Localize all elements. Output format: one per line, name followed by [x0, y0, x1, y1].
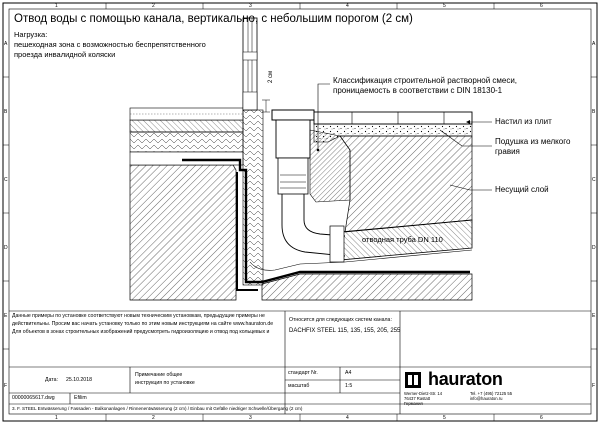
frame-col-2: 2 [152, 3, 155, 9]
callout-gravel-line2: гравия [495, 147, 520, 156]
frame-col-1-bottom: 1 [55, 415, 58, 421]
frame-row-b-right: B [592, 109, 596, 115]
frame-col-2-bottom: 2 [152, 415, 155, 421]
callout-gravel-line1: Подушка из мелкого [495, 137, 571, 146]
sheet-border [3, 3, 597, 421]
frame-col-5: 5 [443, 3, 446, 9]
format-label: стандарт Nr. [288, 370, 318, 376]
frame-col-4: 4 [346, 3, 349, 9]
company-address-line3: Германия [404, 401, 423, 406]
relates-systems: DACHFIX STEEL 115, 135, 155, 205, 255 [289, 328, 401, 334]
callout-slab-deck: Настил из плит [495, 117, 552, 126]
frame-row-f: F [4, 383, 8, 389]
structural-slab [262, 274, 472, 300]
scale-value: 1:5 [345, 383, 353, 389]
frame-col-1: 1 [55, 3, 58, 9]
frame-col-5-bottom: 5 [443, 415, 446, 421]
frame-row-c-right: C [592, 177, 596, 183]
frame-row-e-right: E [592, 313, 596, 319]
drawn-by: Efilim [74, 395, 87, 401]
frame-row-d-right: D [592, 245, 596, 251]
date-label: Дата: [45, 377, 58, 383]
disclaimer-line2: действительны. Просим вас начать установку только по этим новым инструкциям на сайте www.hauraton.de [12, 321, 274, 327]
callout-bearing-layer: Несущий слой [495, 185, 549, 194]
callout-drain-pipe: отводная труба DN 110 [362, 235, 443, 244]
frame-row-a: A [4, 41, 8, 47]
load-heading: Нагрузка: [14, 30, 48, 39]
drawing-title: Отвод воды с помощью канала, вертикально, с небольшим порогом (2 см) [14, 13, 413, 25]
company-email: info@hauraton.ru [470, 396, 503, 401]
hauraton-logo-text: hauraton [428, 369, 503, 389]
frame-row-c: C [4, 177, 8, 183]
disclaimer-line3: Для объектов в зонах строительных изображений предусмотреть гидроизоляцию и отвод под кольцевых и [12, 329, 270, 335]
frame-col-6-bottom: 6 [540, 415, 543, 421]
load-description-line2: проезда инвалидной коляски [14, 50, 116, 59]
frame-col-3-bottom: 3 [249, 415, 252, 421]
sheet-inner-border [9, 9, 591, 414]
note-line1: Примечание общее [135, 372, 183, 378]
disclaimer-line1: Данные примеры по установке соответствуют новым техническим установкам, предыдущие примеры не [12, 313, 265, 319]
frame-col-4-bottom: 4 [346, 415, 349, 421]
note-line2: инструкция по установке [135, 380, 195, 386]
relates-label: Относится для следующих систем канала: [289, 317, 392, 323]
scale-label: масштаб [288, 383, 310, 389]
interior-screed [130, 152, 243, 165]
load-description-line1: пешеходная зона с возможностью беспрепятственного [14, 40, 206, 49]
drainage-channel-body [276, 120, 310, 158]
interior-insulation [130, 132, 243, 152]
interior-floor-slab [130, 120, 243, 132]
callout-classification-line1: Классификация строительной растворной смеси, [333, 76, 518, 85]
callout-classification-line2: проницаемость в соответствии с DIN 18130-1 [333, 86, 503, 95]
building-wall-section [130, 165, 236, 300]
frame-row-a-right: A [592, 41, 596, 47]
frame-row-d: D [4, 245, 8, 251]
drainage-channel-grate [272, 110, 314, 120]
hauraton-logo-mark [405, 372, 421, 388]
footer-path: 3. F. STEEL Entwässerung / Fassaden - Balkonanlagen / Rinnenentwässerung (2 cm) / Einbau mit Gefälle niedriger Schwelle/Übergang (2 cm) [12, 406, 303, 411]
frame-row-b: B [4, 109, 8, 115]
company-phone: Tel. +7 (495) 72125 55 [470, 391, 513, 396]
format-value: A4 [345, 370, 352, 376]
slab-deck [314, 112, 472, 124]
company-address-line2: 76437 Rastatt [404, 396, 431, 401]
bearing-layer [340, 136, 472, 232]
frame-col-3: 3 [249, 3, 252, 9]
company-address-line1: Werner-Dietz-Str. 14 [404, 391, 443, 396]
frame-col-6: 6 [540, 3, 543, 9]
frame-row-f-right: F [592, 383, 596, 389]
dimension-label: 2 см [268, 70, 274, 83]
date-value: 25.10.2018 [66, 377, 92, 383]
drawing-file: 00000065617.dwg [12, 395, 55, 401]
frame-row-e: E [4, 313, 8, 319]
